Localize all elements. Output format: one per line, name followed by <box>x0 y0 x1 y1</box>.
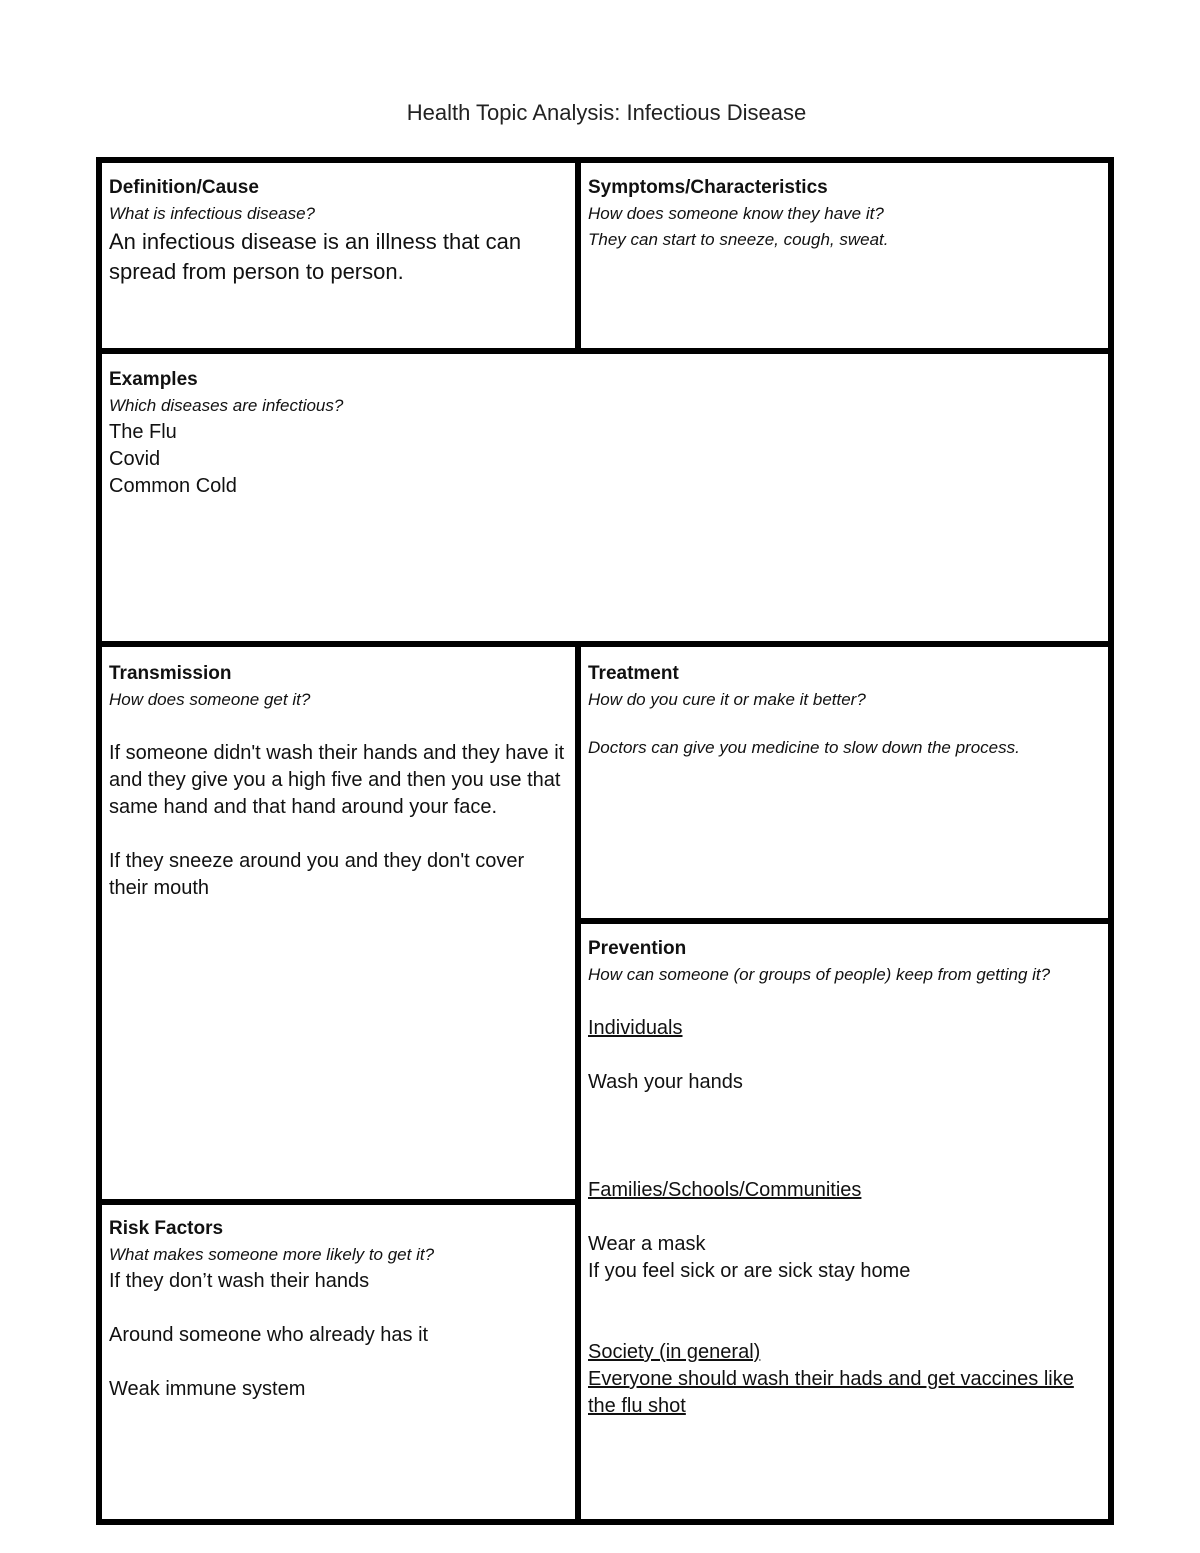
symptoms-heading: Symptoms/Characteristics <box>588 177 828 198</box>
grid-border-left <box>96 157 102 1525</box>
examples-cell <box>109 367 1089 500</box>
transmission-cell <box>109 661 567 902</box>
list-item: Around someone who already has it <box>109 1324 429 1346</box>
prevention-society-label: Society (in general) <box>588 1341 761 1363</box>
grid-line-transmission-risk <box>96 1199 581 1205</box>
treatment-cell <box>588 661 1093 761</box>
list-item: The Flu <box>109 421 177 443</box>
treatment-prompt: How do you cure it or make it better? <box>588 690 866 709</box>
risk-prompt: What makes someone more likely to get it? <box>109 1245 435 1264</box>
prevention-individuals-label: Individuals <box>588 1017 683 1039</box>
definition-heading: Definition/Cause <box>109 177 259 198</box>
prevention-families-line-1: Wear a mask <box>588 1233 706 1255</box>
treatment-answer: Doctors can give you medicine to slow down the process. <box>588 738 1020 757</box>
prevention-families-label: Families/Schools/Communities <box>588 1179 862 1201</box>
prevention-families-line-2: If you feel sick or are sick stay home <box>588 1260 911 1282</box>
prevention-society-text: Everyone should wash their hads and get vaccines like the flu shot <box>588 1368 1074 1417</box>
grid-border-top <box>96 157 1114 163</box>
grid-line-treatment-prevention <box>575 918 1114 924</box>
list-item: Common Cold <box>109 475 237 497</box>
prevention-individuals-text: Wash your hands <box>588 1071 743 1093</box>
list-item: Covid <box>109 448 161 470</box>
risk-cell <box>109 1216 567 1403</box>
transmission-heading: Transmission <box>109 663 232 684</box>
page-title: Health Topic Analysis: Infectious Disease <box>406 100 807 125</box>
risk-heading: Risk Factors <box>109 1218 224 1239</box>
grid-line-col-top <box>575 157 581 354</box>
list-item: Weak immune system <box>109 1378 306 1400</box>
symptoms-answer: They can start to sneeze, cough, sweat. <box>588 230 889 249</box>
prevention-cell <box>588 936 1098 1420</box>
prevention-heading: Prevention <box>588 938 687 959</box>
definition-prompt: What is infectious disease? <box>109 204 315 223</box>
grid-line-row1 <box>96 348 1114 354</box>
examples-prompt: Which diseases are infectious? <box>109 396 344 415</box>
grid-line-col-bottom <box>575 641 581 1525</box>
grid-border-bottom <box>96 1519 1114 1525</box>
transmission-paragraph-2: If they sneeze around you and they don't cover their mouth <box>109 850 525 899</box>
transmission-paragraph-1: If someone didn't wash their hands and they have it and they give you a high five and then you use that same hand and that hand around your face. <box>109 742 565 818</box>
examples-heading: Examples <box>109 369 198 390</box>
grid-border-right <box>1108 157 1114 1525</box>
symptoms-cell <box>588 175 1098 253</box>
definition-answer: An infectious disease is an illness that can spread from person to person. <box>109 229 522 284</box>
definition-cell <box>109 175 559 287</box>
prevention-prompt: How can someone (or groups of people) keep from getting it? <box>588 965 1051 984</box>
treatment-heading: Treatment <box>588 663 679 684</box>
symptoms-prompt: How does someone know they have it? <box>588 204 884 223</box>
list-item: If they don’t wash their hands <box>109 1270 370 1292</box>
transmission-prompt: How does someone get it? <box>109 690 311 709</box>
grid-line-row2 <box>96 641 1114 647</box>
